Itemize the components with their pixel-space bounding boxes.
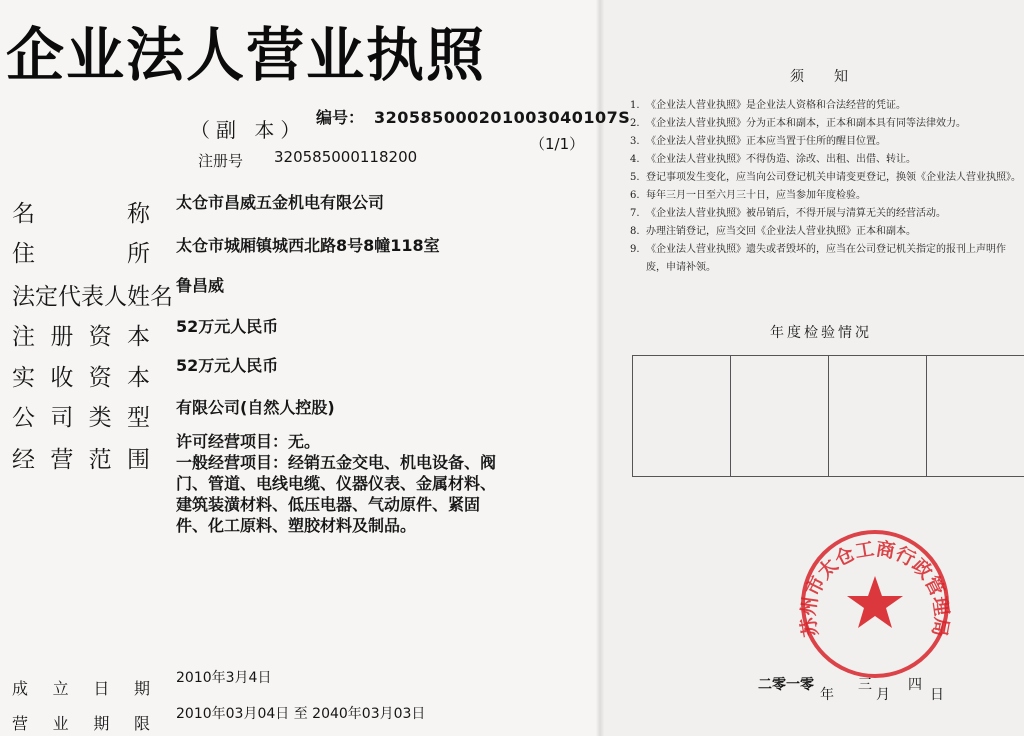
field-label-address: 住所	[12, 241, 150, 267]
established-label: 成立日期	[12, 679, 150, 698]
registration-number-value: 320585000118200	[274, 148, 418, 166]
notice-item: 4. 《企业法人营业执照》不得伪造、涂改、出租、出借、转让。	[630, 154, 916, 165]
issue-date-month-label: 月	[876, 687, 890, 703]
notice-title: 须知	[790, 69, 878, 85]
license-number	[316, 105, 630, 128]
issue-date-year-label: 年	[820, 687, 834, 703]
inspection-cell	[632, 356, 730, 476]
field-label-company-type: 公司类型	[12, 405, 150, 431]
scope-line: 件、化工原料、塑胶材料及制品。	[176, 516, 417, 535]
notice-item: 9. 《企业法人营业执照》遗失或者毁坏的，应当在公司登记机关指定的报刊上声明作废，申请补领。	[630, 244, 1006, 273]
notice-item: 6. 每年三月一日至六月三十日，应当参加年度检验。	[630, 190, 866, 201]
registration-number	[198, 148, 418, 171]
notice-item: 2. 《企业法人营业执照》分为正本和副本，正本和副本具有同等法律效力。	[630, 118, 966, 129]
scope-line: 门、管道、电线电缆、仪器仪表、金属材料、	[176, 474, 497, 493]
established-date: 2010年3月4日	[176, 670, 272, 686]
inspection-cell	[730, 356, 828, 476]
scope-line: 建筑装潢材料、低压电器、气动原件、紧固	[176, 495, 481, 514]
issue-date-year-text: 二零一零	[758, 677, 814, 693]
field-label-name: 名称	[12, 201, 150, 227]
license-title: 企业法人营业执照	[6, 21, 487, 89]
annual-inspection-title: 年度检验情况	[770, 325, 872, 341]
field-value-paid-capital: 52万元人民币	[176, 356, 279, 375]
inspection-cell	[926, 356, 1024, 476]
field-value-name: 太仓市昌威五金机电有限公司	[176, 193, 385, 212]
license-number-value: 320585000201003040107S	[374, 108, 631, 127]
page-count: （1/1）	[530, 135, 585, 153]
issue-date-month-num: 三	[858, 677, 872, 693]
notice-item: 8. 办理注销登记，应当交回《企业法人营业执照》正本和副本。	[630, 226, 916, 237]
field-label-paid-capital: 实收资本	[12, 365, 150, 391]
copy-label: （副 本）	[190, 118, 307, 142]
notice-list	[630, 97, 1022, 277]
term-value: 2010年03月04日 至 2040年03月03日	[176, 706, 426, 722]
official-seal-icon	[795, 526, 955, 681]
issue-date-day-label: 日	[930, 687, 944, 703]
scope-line: 许可经营项目：无。	[176, 432, 321, 451]
license-number-label: 编号：	[316, 108, 365, 127]
notice-item: 3. 《企业法人营业执照》正本应当置于住所的醒目位置。	[630, 136, 886, 147]
issue-date	[758, 672, 1024, 712]
scope-line: 一般经营项目：经销五金交电、机电设备、阀	[176, 453, 497, 472]
field-label-registered-capital: 注册资本	[12, 324, 150, 350]
field-value-legal-rep: 鲁昌威	[176, 276, 225, 295]
issue-date-day-num: 四	[908, 677, 922, 693]
field-value-address: 太仓市城厢镇城西北路8号8幢118室	[176, 236, 440, 255]
notice-item: 1. 《企业法人营业执照》是企业法人资格和合法经营的凭证。	[630, 100, 906, 111]
notice-item: 5. 登记事项发生变化，应当向公司登记机关申请变更登记，换领《企业法人营业执照》。	[630, 172, 1021, 183]
inspection-cell	[828, 356, 926, 476]
field-value-company-type: 有限公司(自然人控股)	[176, 398, 335, 417]
svg-text:苏州市太仓工商行政管理局: 苏州市太仓工商行政管理局	[797, 537, 953, 639]
term-label: 营业期限	[12, 714, 150, 733]
notice-item: 7. 《企业法人营业执照》被吊销后，不得开展与清算无关的经营活动。	[630, 208, 946, 219]
business-scope	[176, 432, 570, 537]
registration-number-label: 注册号	[198, 152, 244, 170]
field-label-legal-rep: 法定代表人姓名	[12, 284, 173, 310]
field-value-registered-capital: 52万元人民币	[176, 317, 279, 336]
annual-inspection-table	[632, 355, 1024, 477]
field-label-business-scope: 经营范围	[12, 447, 150, 473]
